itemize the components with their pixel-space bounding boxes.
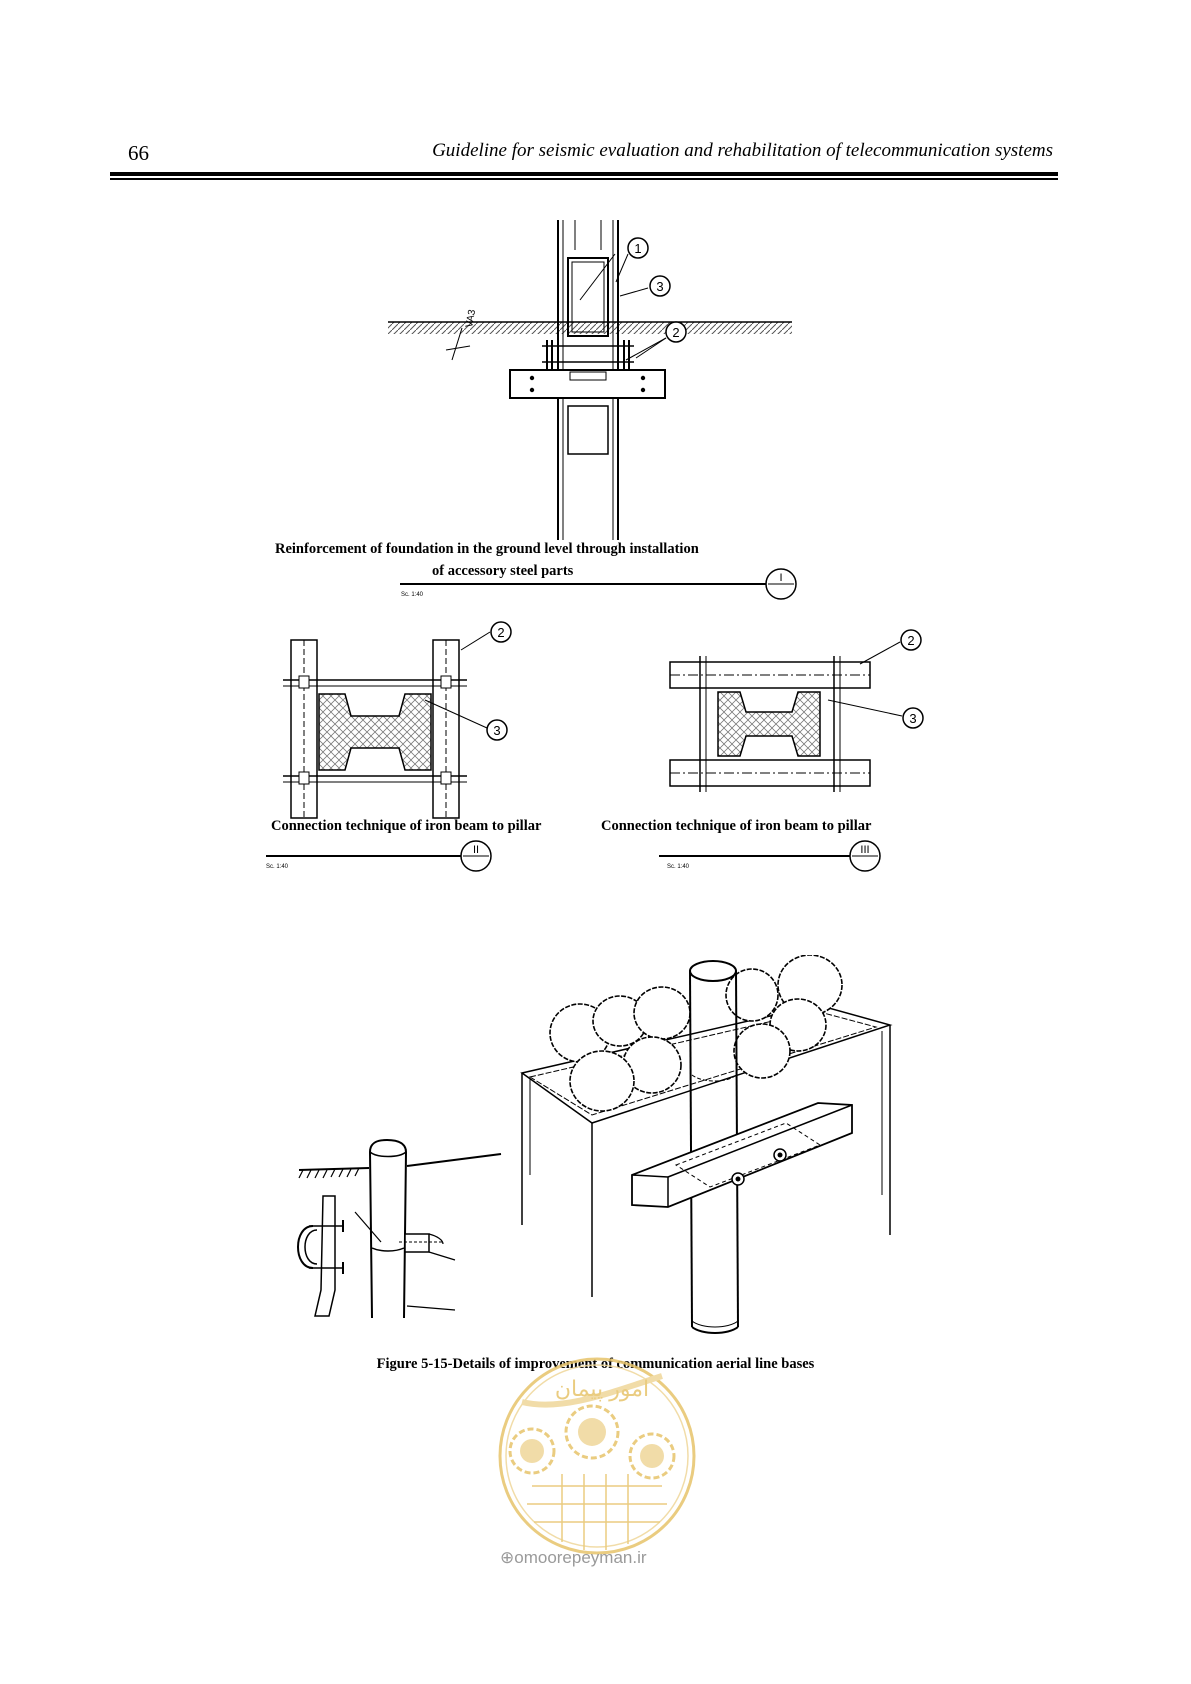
running-title: Guideline for seismic evaluation and rehabilitation of telecommunication systems (432, 140, 1053, 161)
level-label: VA3 (464, 308, 479, 329)
header-rule-thin (110, 178, 1058, 180)
callout-3-left: 3 (493, 723, 501, 738)
watermark-site: ⊕omoorepeyman.ir (500, 1548, 647, 1567)
scale-label-1: Sc. 1:40 (401, 592, 424, 598)
drawing-1-caption-line2: of accessory steel parts (432, 563, 574, 579)
section-marker-II (262, 838, 502, 874)
callout-2-right: 2 (907, 633, 915, 648)
watermark-logo (492, 1356, 702, 1556)
globe-icon: ⊕ (500, 1548, 515, 1567)
concrete-base-drawing (520, 955, 900, 1340)
callout-2: 2 (672, 325, 680, 340)
foundation-reinforcement-drawing (380, 210, 800, 540)
beam-connection-drawing-right (660, 620, 960, 800)
section-marker-I (395, 568, 805, 604)
watermark-logo-text: امور پیمان (554, 1376, 650, 1401)
scale-label-2: Sc. 1:40 (266, 864, 289, 870)
callout-1: 1 (634, 241, 642, 256)
section-mark-1: I (779, 572, 783, 584)
section-mark-2: II (472, 844, 480, 856)
beam-connection-drawing-left (275, 620, 545, 820)
drawing-1-caption-line1: Reinforcement of foundation in the ground level through installation (275, 541, 699, 557)
section-mark-3: III (860, 844, 870, 856)
drawing-2-caption: Connection technique of iron beam to pillar (271, 818, 542, 834)
figure-caption: Figure 5-15-Details of improvement of communication aerial line bases (376, 1356, 815, 1372)
drawing-3-caption: Connection technique of iron beam to pillar (601, 818, 872, 834)
callout-2-left: 2 (497, 625, 505, 640)
page-number: 66 (128, 141, 149, 165)
scale-label-3: Sc. 1:40 (667, 864, 690, 870)
callout-3-right: 3 (909, 711, 917, 726)
header-rule-thick (110, 172, 1058, 176)
callout-3: 3 (656, 279, 664, 294)
section-marker-III (655, 838, 895, 874)
pole-clamp-drawing (295, 1130, 510, 1325)
